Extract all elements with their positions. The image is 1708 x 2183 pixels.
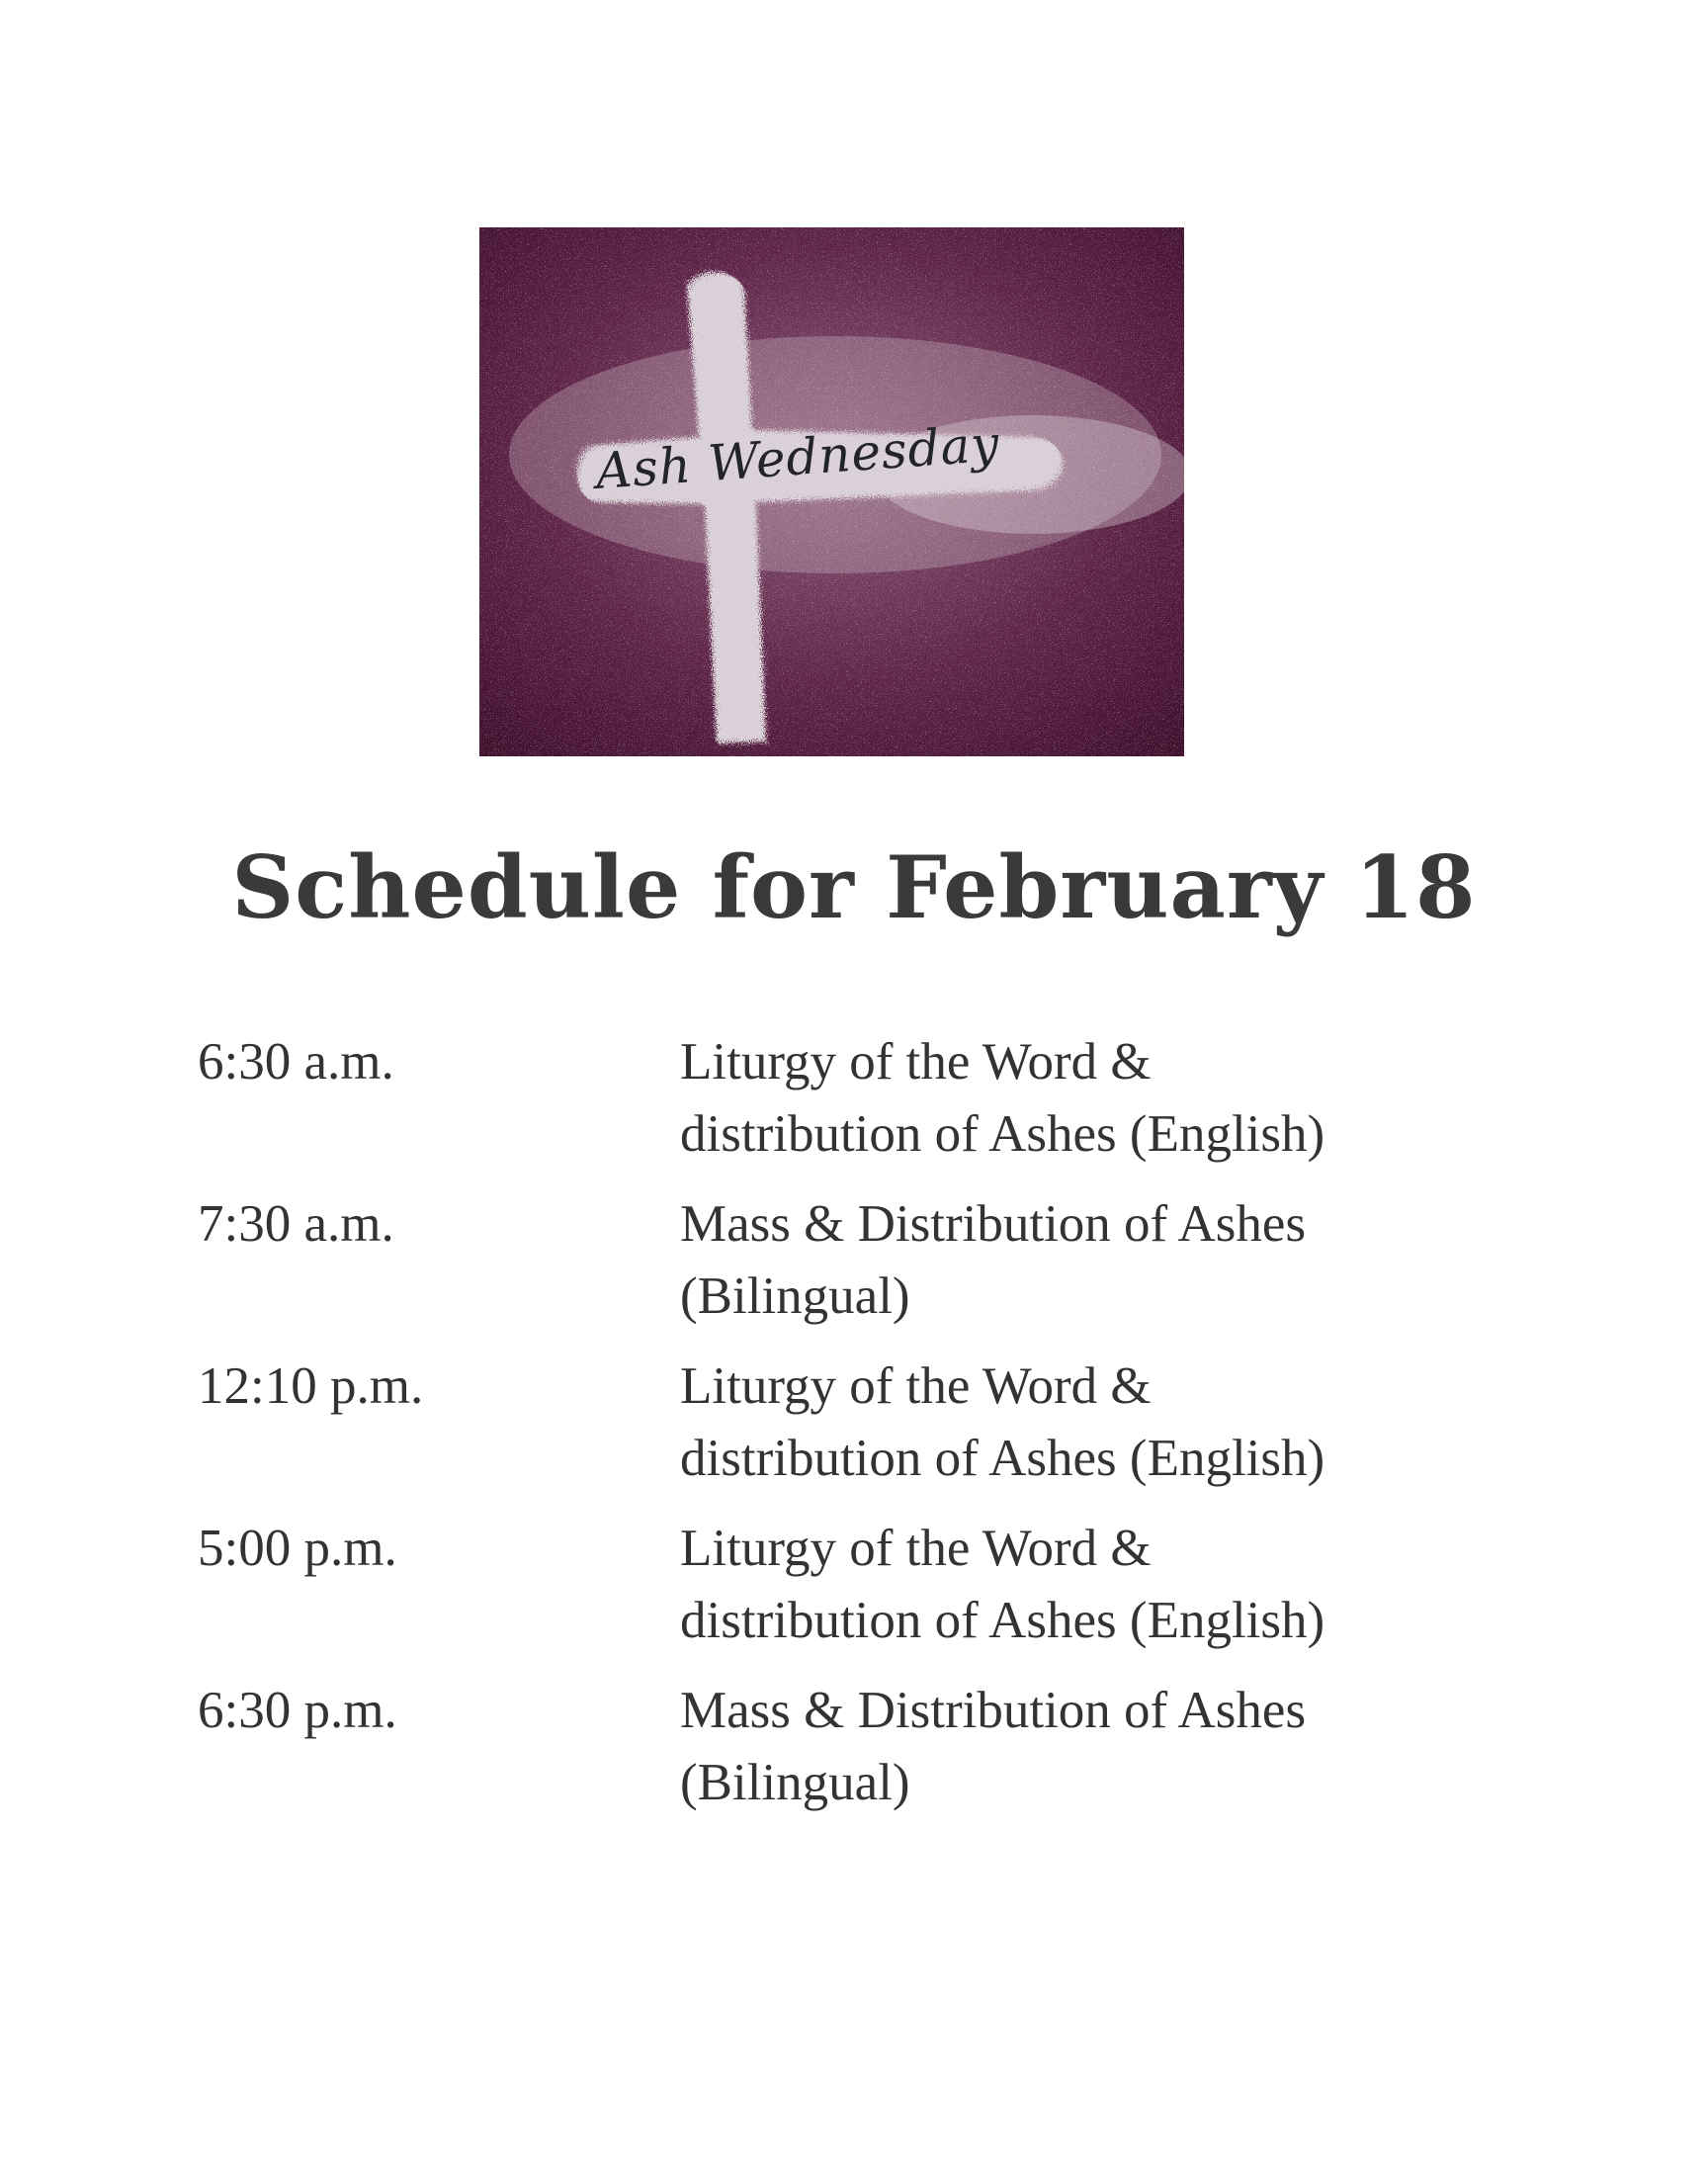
schedule-description-line: Mass & Distribution of Ashes [680, 1682, 1307, 1739]
schedule-description-line: Liturgy of the Word & [680, 1033, 1152, 1091]
schedule-time: 6:30 p.m. [198, 1682, 397, 1739]
ash-wednesday-banner [479, 227, 1184, 756]
schedule-description-line: (Bilingual) [680, 1267, 910, 1325]
schedule-description-line: distribution of Ashes (English) [680, 1430, 1325, 1487]
schedule-description-line: (Bilingual) [680, 1754, 910, 1811]
schedule-time: 6:30 a.m. [198, 1033, 394, 1091]
schedule-description-line: distribution of Ashes (English) [680, 1105, 1325, 1163]
schedule-description [680, 1513, 1483, 1657]
page-title: Schedule for February 18 [231, 836, 1477, 938]
schedule-description [680, 1675, 1483, 1819]
schedule-description-line: Mass & Distribution of Ashes [680, 1195, 1307, 1253]
schedule-description-line: Liturgy of the Word & [680, 1520, 1152, 1577]
ash-cross-icon [479, 227, 1184, 756]
schedule-description-line: distribution of Ashes (English) [680, 1592, 1325, 1649]
schedule-row [198, 1513, 1483, 1657]
schedule-row [198, 1188, 1483, 1333]
schedule-description [680, 1026, 1483, 1171]
banner-caption: Ash Wednesday [593, 414, 1002, 500]
schedule-time: 7:30 a.m. [198, 1195, 394, 1253]
schedule-time: 12:10 p.m. [198, 1357, 424, 1415]
schedule-row [198, 1026, 1483, 1171]
schedule-description [680, 1188, 1483, 1333]
schedule-description [680, 1351, 1483, 1495]
schedule-list [198, 1026, 1483, 1837]
schedule-row [198, 1351, 1483, 1495]
schedule-row [198, 1675, 1483, 1819]
schedule-description-line: Liturgy of the Word & [680, 1357, 1152, 1415]
schedule-time: 5:00 p.m. [198, 1520, 397, 1577]
